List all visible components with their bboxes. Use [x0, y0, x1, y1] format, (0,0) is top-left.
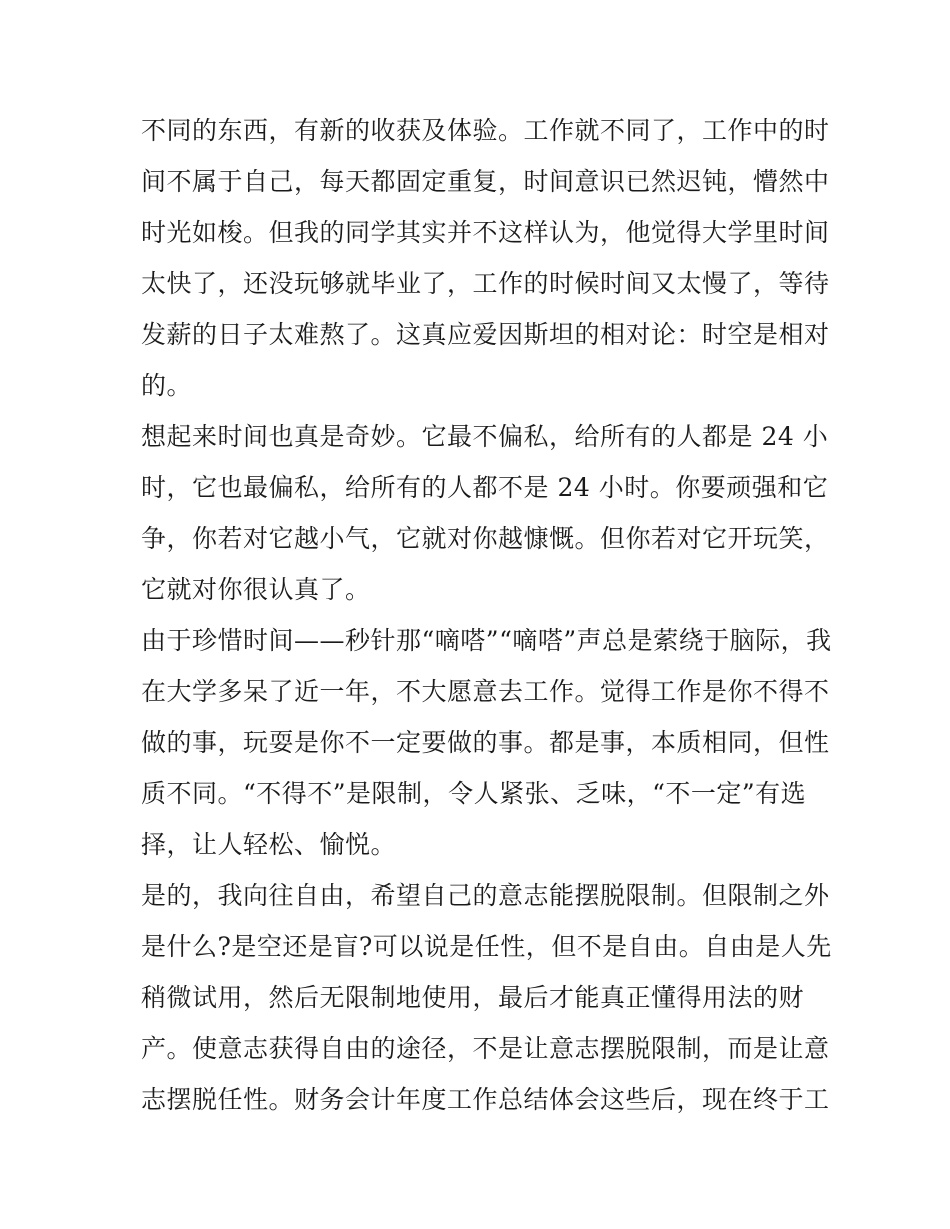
- text-line: 由于珍惜时间——秒针那“嘀嗒”“嘀嗒”声总是萦绕于脑际，我: [141, 626, 832, 655]
- text-line: 想起来时间也真是奇妙。它最不偏私，给所有的人都是 24 小: [141, 422, 829, 451]
- text-line: 产。使意志获得自由的途径，不是让意志摆脱限制，而是让意: [141, 1034, 830, 1063]
- text-line: 做的事，玩耍是你不一定要做的事。都是事，本质相同，但性: [141, 728, 830, 757]
- text-line: 它就对你很认真了。: [141, 575, 371, 604]
- text-line: 是的，我向往自由，希望自己的意志能摆脱限制。但限制之外: [141, 881, 830, 910]
- body-text: [141, 105, 832, 1125]
- text-line: 时光如梭。但我的同学其实并不这样认为，他觉得大学里时间: [141, 218, 830, 247]
- text-line: 择，让人轻松、愉悦。: [141, 830, 397, 859]
- text-line: 间不属于自己，每天都固定重复，时间意识已然迟钝，懵然中: [141, 167, 830, 196]
- text-line: 的。: [141, 371, 193, 400]
- text-line: 质不同。“不得不”是限制，令人紧张、乏味，“不一定”有选: [141, 779, 807, 808]
- text-line: 志摆脱任性。财务会计年度工作总结体会这些后，现在终于工: [141, 1085, 830, 1114]
- text-line: 稍微试用，然后无限制地使用，最后才能真正懂得用法的财: [141, 983, 805, 1012]
- text-line: 发薪的日子太难熬了。这真应爱因斯坦的相对论：时空是相对: [141, 320, 830, 349]
- text-line: 是什么?是空还是盲?可以说是任性，但不是自由。自由是人先: [141, 932, 832, 961]
- text-line: 不同的东西，有新的收获及体验。工作就不同了，工作中的时: [141, 116, 830, 145]
- text-line: 太快了，还没玩够就毕业了，工作的时候时间又太慢了，等待: [141, 269, 830, 298]
- text-line: 时，它也最偏私，给所有的人都不是 24 小时。你要顽强和它: [141, 473, 829, 502]
- text-line: 争，你若对它越小气，它就对你越慷慨。但你若对它开玩笑，: [141, 524, 830, 553]
- text-line: 在大学多呆了近一年，不大愿意去工作。觉得工作是你不得不: [141, 677, 830, 706]
